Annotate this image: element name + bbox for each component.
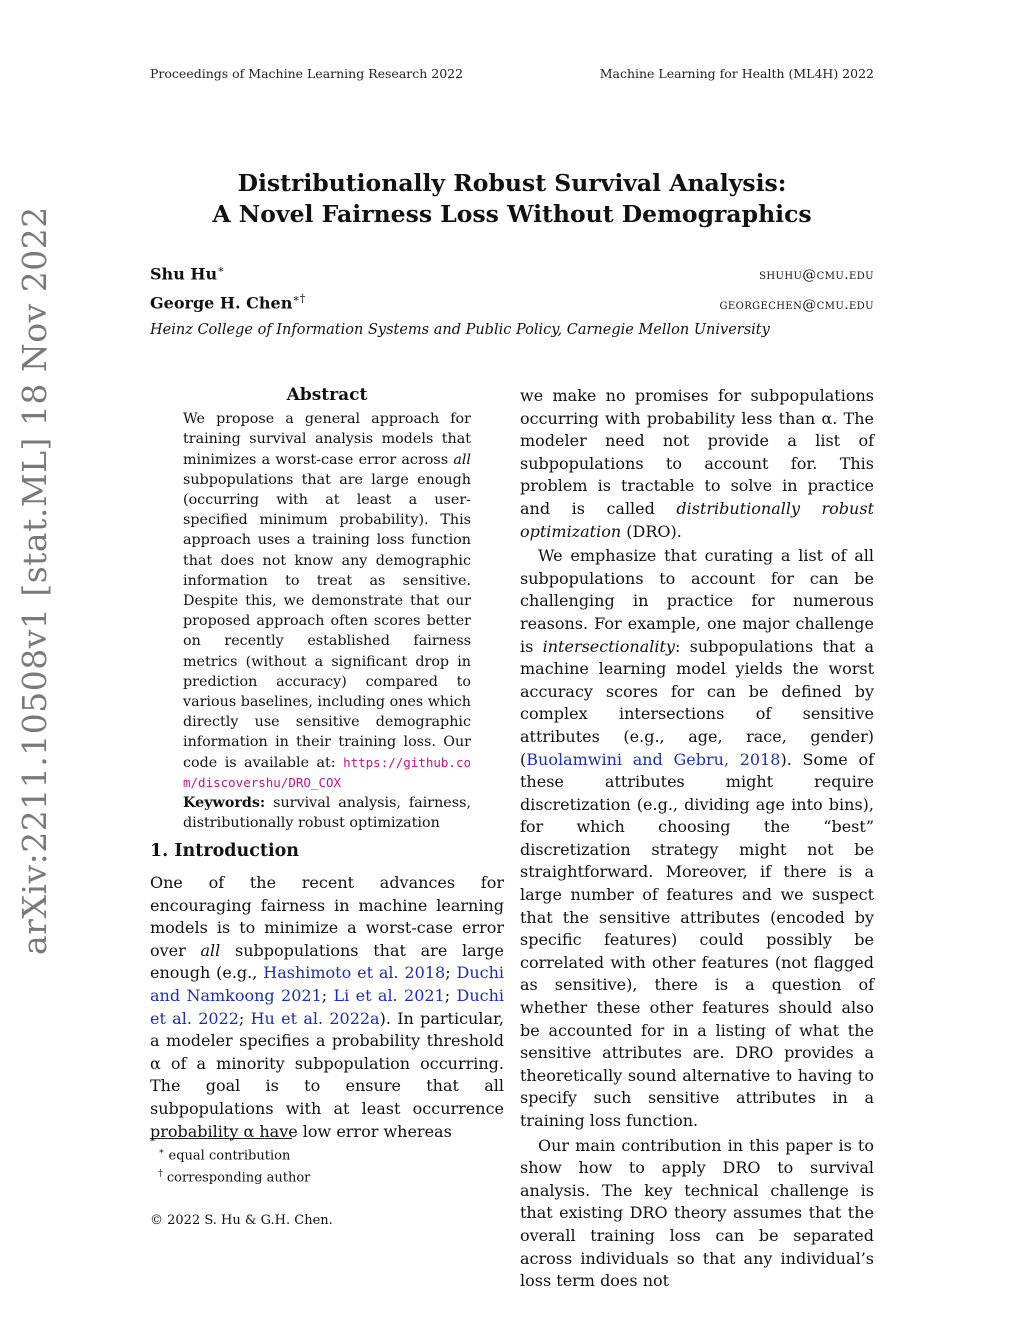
arxiv-stamp: arXiv:2211.10508v1 [stat.ML] 18 Nov 2022 [15, 206, 54, 955]
title-line-1: Distributionally Robust Survival Analysis: [237, 169, 787, 197]
keywords-label: Keywords: [183, 795, 266, 812]
author-block [150, 258, 874, 342]
citation-link[interactable]: Hu et al. 2022a [250, 1008, 380, 1028]
author-row [150, 258, 874, 287]
keywords: Keywords: survival analysis, fairness, distributionally robust optimization [183, 795, 471, 832]
abstract [183, 385, 471, 833]
author-name: George H. Chen∗† [150, 292, 306, 313]
author-row [150, 287, 874, 316]
paragraph: Our main contribution in this paper is to show how to apply DRO to survival analysis. The key technical challenge is that existing DRO theory assumes that the overall training loss can be separated across individuals so that any individual’s loss term does not [520, 1135, 874, 1291]
abstract-heading: Abstract [286, 385, 368, 405]
footnote-rule [150, 1138, 292, 1139]
author-name: Shu Hu∗ [150, 263, 225, 284]
citation-link[interactable]: Duchi et al. 2022 [150, 985, 505, 1028]
copyright-notice: © 2022 S. Hu & G.H. Chen. [150, 1213, 333, 1228]
footnotes [150, 1143, 504, 1188]
author-email[interactable]: georgechen@cmu.edu [719, 296, 874, 313]
abstract-text: We propose a general approach for training survival analysis models that minimizes a worst-case error across all subpopulations that are large enough (occurring with at least a user-specified minimum probability). This approach uses a training loss function that does not know any demographic information to treat as sensitive. Despite this, we demonstrate that our proposed approach often scores better on recently established fairness metrics (without a significant drop in prediction accuracy) compared to various baselines, including ones which directly use sensitive demographic information in their training loss. Our code is available at: https://github.com/discovershu/DRO_COX [183, 411, 472, 790]
affiliation: Heinz College of Information Systems and Public Policy, Carnegie Mellon University [150, 321, 770, 338]
paper-title [150, 168, 874, 230]
section-heading: 1. Introduction [150, 841, 299, 861]
citation-link[interactable]: Li et al. 2021 [333, 985, 445, 1005]
right-column [520, 385, 874, 1293]
footnote: ∗ equal contribution [158, 1147, 291, 1164]
section-introduction [150, 841, 504, 1143]
citation-link[interactable]: Hashimoto et al. 2018 [263, 963, 446, 983]
running-header-right: Machine Learning for Health (ML4H) 2022 [599, 66, 874, 81]
intro-paragraph: One of the recent advances for encouraging fairness in machine learning models is to minimize a worst-case error over all subpopulations that are large enough (e.g., Hashimoto et al. 2018; Duchi and Namkoong 2021; Li et al. 2021; Duchi et al. 2022; Hu et al. 2022a). In particular, a modeler specifies a probability threshold α of a minority subpopulation occurring. The goal is to ensure that all subpopulations with at least occurrence probability α have low error whereas [150, 873, 505, 1141]
running-header-left: Proceedings of Machine Learning Research 2022 [150, 66, 464, 81]
paragraph: We emphasize that curating a list of all subpopulations to account for can be challenging in practice for numerous reasons. For example, one major challenge is intersectionality: subpopulations that a machine learning model yields the worst accuracy scores for can be defined by complex intersections of sensitive attributes (e.g., age, race, gender) (Buolamwini and Gebru, 2018). Some of these attributes might require discretization (e.g., dividing age into bins), for which choosing the “best” discretization strategy might not be straightforward. Moreover, if there is a large number of features and we suspect that the sensitive attributes (encoded by specific features) could possibly be correlated with other features (not flagged as sensitive), there is a question of whether these other features should also be accounted for in a listing of what the sensitive attributes are. DRO provides a theoretically sound alternative to having to specify such sensitive attributes in a training loss function. [520, 546, 874, 1130]
paragraph: we make no promises for subpopulations occurring with probability less than α. The modeler need not provide a list of subpopulations to account for. This problem is tractable to solve in practice and is called distributionally robust optimization (DRO). [520, 386, 874, 541]
citation-link[interactable]: Duchi and Namkoong 2021 [150, 963, 505, 1005]
title-line-2: A Novel Fairness Loss Without Demographics [212, 200, 812, 228]
code-url-link[interactable]: https://github.com/discovershu/DRO_COX [183, 754, 471, 790]
author-email[interactable]: shuhu@cmu.edu [759, 267, 874, 284]
citation-link[interactable]: Buolamwini and Gebru, 2018 [526, 749, 781, 769]
footnote: † corresponding author [158, 1169, 311, 1186]
